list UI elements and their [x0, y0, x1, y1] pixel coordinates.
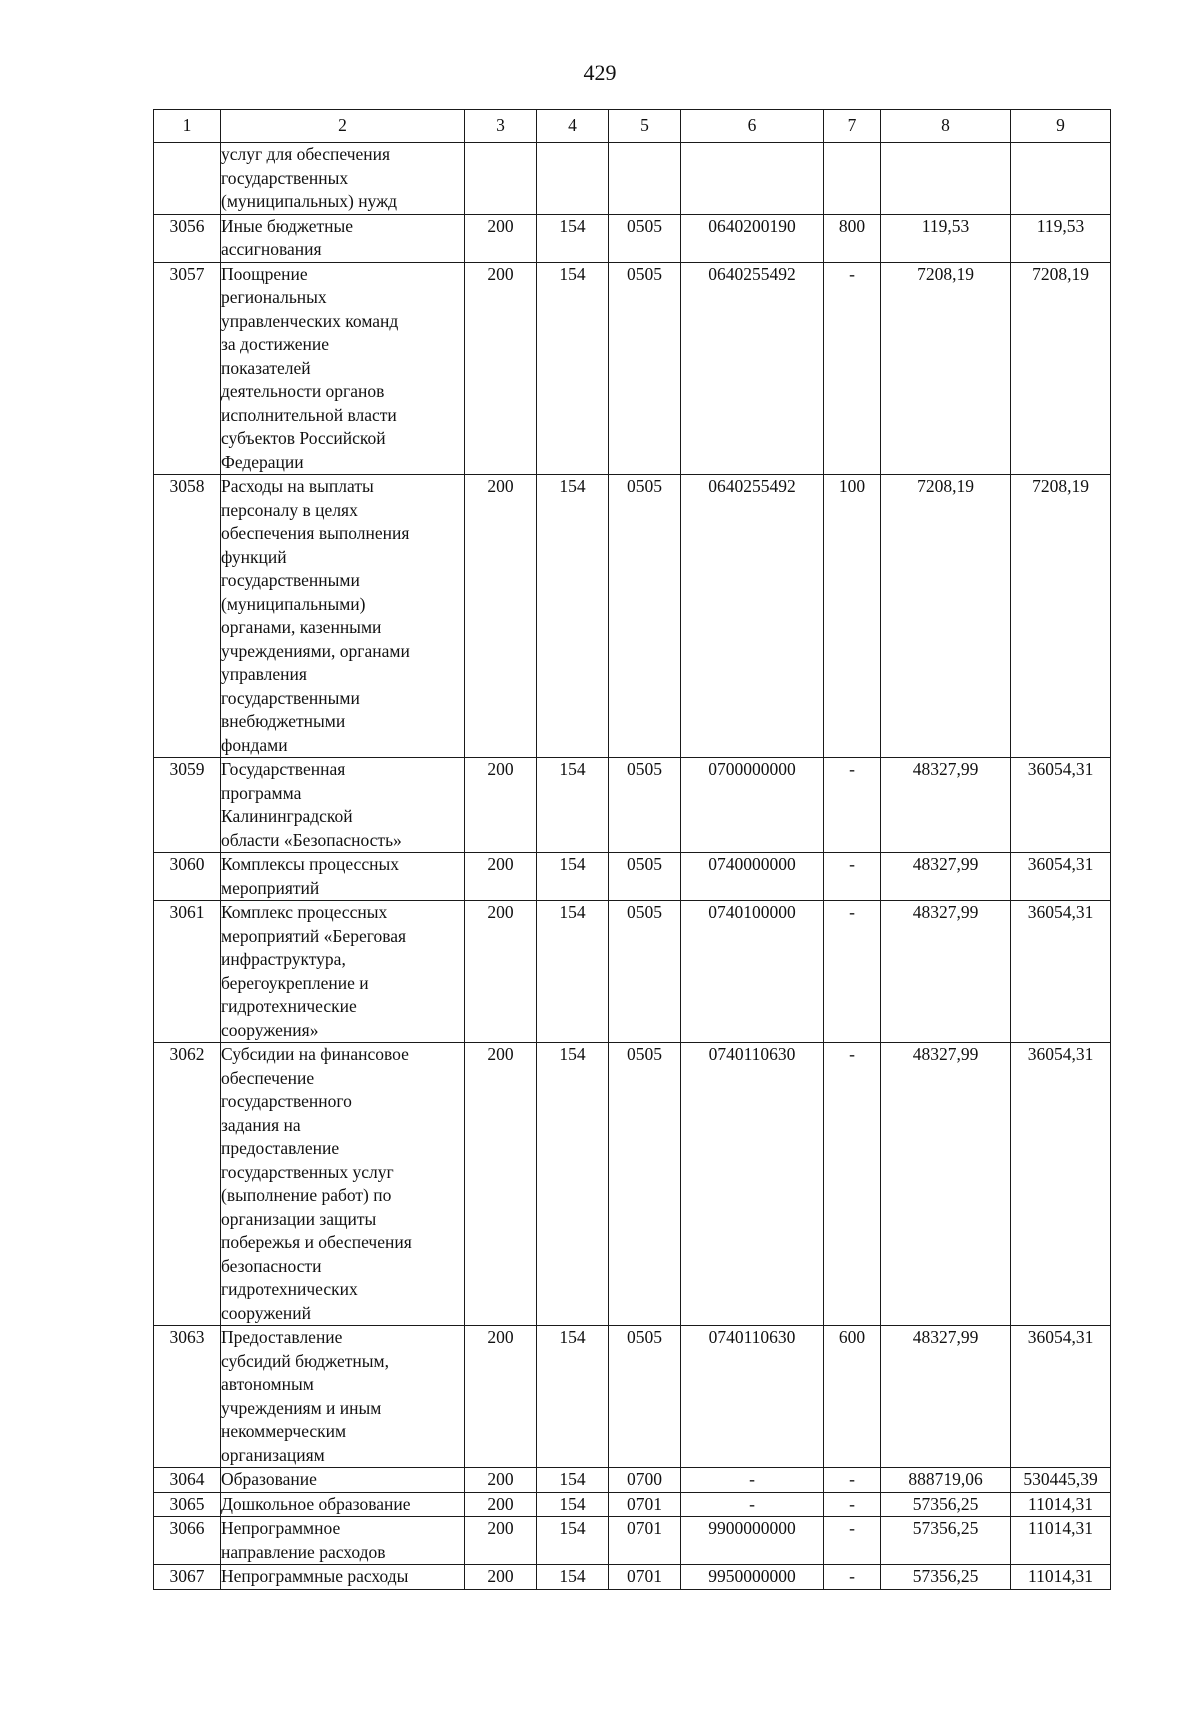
column-5-cell: 0505	[609, 758, 681, 853]
row-number-cell: 3061	[154, 901, 221, 1043]
row-name-cell	[221, 475, 465, 758]
row-name-line: (выполнение работ) по	[221, 1185, 392, 1205]
column-4-cell	[537, 143, 609, 215]
row-name-line: фондами	[221, 734, 288, 755]
row-name-line: (муниципальными)	[221, 593, 366, 614]
row-name-line: Дошкольное образование	[221, 1493, 411, 1514]
table-row	[154, 1326, 1111, 1468]
column-header: 1	[154, 110, 221, 143]
column-6-cell: -	[681, 1468, 824, 1493]
row-name-cell	[221, 1517, 465, 1565]
row-name-line: организации защиты	[221, 1208, 377, 1229]
column-6-cell: 0740110630	[681, 1326, 824, 1468]
row-name-cell	[221, 143, 465, 215]
column-5-cell	[609, 143, 681, 215]
row-name-line: автономным	[221, 1374, 314, 1394]
column-8-cell: 48327,99	[881, 853, 1011, 901]
row-name-line: предоставление	[221, 1138, 340, 1158]
column-6-cell: 0640255492	[681, 262, 824, 475]
row-name-line: задания на	[221, 1114, 301, 1135]
column-8-cell: 57356,25	[881, 1492, 1011, 1517]
column-5-cell: 0700	[609, 1468, 681, 1493]
table-row	[154, 1565, 1111, 1590]
column-5-cell: 0505	[609, 901, 681, 1043]
column-8-cell: 57356,25	[881, 1517, 1011, 1565]
row-name-line: Государственная	[221, 759, 346, 779]
row-name-line: Комплекс процессных	[221, 902, 388, 922]
row-name-line: некоммерческим	[221, 1421, 347, 1441]
column-5-cell: 0505	[609, 262, 681, 475]
row-name-line: программа	[221, 782, 302, 803]
column-7-cell: -	[824, 853, 881, 901]
column-9-cell: 36054,31	[1011, 1043, 1111, 1326]
row-number-cell: 3066	[154, 1517, 221, 1565]
column-8-cell: 7208,19	[881, 262, 1011, 475]
row-name-line: организациям	[221, 1444, 325, 1465]
row-name-line: государственными	[221, 687, 360, 708]
row-number-cell: 3064	[154, 1468, 221, 1493]
column-6-cell: 9950000000	[681, 1565, 824, 1590]
table-row	[154, 758, 1111, 853]
column-4-cell: 154	[537, 1326, 609, 1468]
column-6-cell: 0640255492	[681, 475, 824, 758]
row-name-line: гидротехнических	[221, 1279, 358, 1299]
row-name-line: гидротехнические	[221, 996, 357, 1016]
column-6-cell: 0740110630	[681, 1043, 824, 1326]
row-name-cell	[221, 214, 465, 262]
column-9-cell: 36054,31	[1011, 901, 1111, 1043]
column-3-cell: 200	[465, 758, 537, 853]
column-9-cell: 11014,31	[1011, 1517, 1111, 1565]
row-name-line: обеспечения выполнения	[221, 523, 410, 543]
row-name-line: мероприятий	[221, 877, 320, 898]
column-8-cell: 888719,06	[881, 1468, 1011, 1493]
row-name-line: региональных	[221, 287, 327, 307]
column-6-cell: 0640200190	[681, 214, 824, 262]
row-name-line: сооружения»	[221, 1019, 319, 1040]
column-header: 4	[537, 110, 609, 143]
column-8-cell: 48327,99	[881, 1326, 1011, 1468]
row-name-line: безопасности	[221, 1255, 322, 1276]
column-5-cell: 0701	[609, 1517, 681, 1565]
row-name-line: Предоставление	[221, 1327, 343, 1347]
column-9-cell: 119,53	[1011, 214, 1111, 262]
column-6-cell	[681, 143, 824, 215]
column-8-cell: 48327,99	[881, 901, 1011, 1043]
column-5-cell: 0505	[609, 214, 681, 262]
column-3-cell	[465, 143, 537, 215]
column-7-cell: -	[824, 758, 881, 853]
row-number-cell: 3060	[154, 853, 221, 901]
row-number-cell: 3056	[154, 214, 221, 262]
column-5-cell: 0505	[609, 1326, 681, 1468]
column-9-cell: 36054,31	[1011, 1326, 1111, 1468]
column-header: 9	[1011, 110, 1111, 143]
row-name-line: ассигнования	[221, 239, 322, 259]
row-name-line: Федерации	[221, 451, 304, 472]
budget-table	[153, 109, 1111, 1590]
table-row	[154, 475, 1111, 758]
table-row	[154, 1043, 1111, 1326]
column-8-cell: 57356,25	[881, 1565, 1011, 1590]
row-name-line: Иные бюджетные	[221, 215, 354, 236]
row-name-line: за достижение	[221, 334, 330, 354]
table-row	[154, 1517, 1111, 1565]
column-4-cell: 154	[537, 1043, 609, 1326]
column-8-cell: 7208,19	[881, 475, 1011, 758]
column-4-cell: 154	[537, 758, 609, 853]
row-name-cell	[221, 1565, 465, 1590]
row-name-line: инфраструктура,	[221, 949, 346, 969]
column-8-cell: 119,53	[881, 214, 1011, 262]
row-name-cell	[221, 1492, 465, 1517]
row-name-line: исполнительной власти	[221, 404, 397, 425]
column-4-cell: 154	[537, 475, 609, 758]
row-name-line: персоналу в целях	[221, 499, 358, 520]
row-name-cell	[221, 262, 465, 475]
column-7-cell: 800	[824, 214, 881, 262]
column-3-cell: 200	[465, 262, 537, 475]
row-name-cell	[221, 1326, 465, 1468]
column-header: 6	[681, 110, 824, 143]
row-name-line: внебюджетными	[221, 711, 346, 731]
column-9-cell: 36054,31	[1011, 758, 1111, 853]
row-name-line: государственных	[221, 167, 349, 188]
row-name-cell	[221, 853, 465, 901]
column-3-cell: 200	[465, 901, 537, 1043]
row-name-line: управленческих команд	[221, 310, 399, 331]
table-row	[154, 262, 1111, 475]
row-number-cell: 3058	[154, 475, 221, 758]
row-name-line: Непрограммное	[221, 1518, 341, 1538]
column-7-cell: -	[824, 1492, 881, 1517]
column-header: 8	[881, 110, 1011, 143]
column-5-cell: 0505	[609, 475, 681, 758]
row-name-line: побережья и обеспечения	[221, 1232, 412, 1252]
row-name-cell	[221, 1468, 465, 1493]
column-4-cell: 154	[537, 1517, 609, 1565]
column-3-cell: 200	[465, 853, 537, 901]
row-name-line: Поощрение	[221, 263, 308, 284]
column-3-cell: 200	[465, 1043, 537, 1326]
column-3-cell: 200	[465, 214, 537, 262]
column-6-cell: -	[681, 1492, 824, 1517]
row-name-line: учреждениями, органами	[221, 640, 410, 661]
column-3-cell: 200	[465, 475, 537, 758]
column-4-cell: 154	[537, 1565, 609, 1590]
column-7-cell: -	[824, 1565, 881, 1590]
row-name-line: субъектов Российской	[221, 428, 386, 448]
column-5-cell: 0701	[609, 1492, 681, 1517]
column-3-cell: 200	[465, 1565, 537, 1590]
column-7-cell	[824, 143, 881, 215]
column-header: 2	[221, 110, 465, 143]
row-number-cell: 3059	[154, 758, 221, 853]
table-row	[154, 853, 1111, 901]
column-7-cell: -	[824, 1043, 881, 1326]
row-name-line: государственными	[221, 570, 360, 590]
column-4-cell: 154	[537, 853, 609, 901]
column-7-cell: -	[824, 901, 881, 1043]
row-number-cell: 3063	[154, 1326, 221, 1468]
row-name-line: Образование	[221, 1469, 317, 1489]
row-number-cell: 3057	[154, 262, 221, 475]
column-7-cell: 600	[824, 1326, 881, 1468]
row-name-line: обеспечение	[221, 1067, 315, 1088]
table-row	[154, 1492, 1111, 1517]
column-4-cell: 154	[537, 262, 609, 475]
row-name-line: Комплексы процессных	[221, 854, 399, 874]
header-row	[154, 110, 1111, 143]
column-9-cell: 11014,31	[1011, 1565, 1111, 1590]
column-5-cell: 0701	[609, 1565, 681, 1590]
row-number-cell	[154, 143, 221, 215]
table-row	[154, 901, 1111, 1043]
row-name-line: Калининградской	[221, 806, 353, 826]
column-3-cell: 200	[465, 1468, 537, 1493]
column-4-cell: 154	[537, 214, 609, 262]
column-7-cell: -	[824, 1468, 881, 1493]
column-9-cell	[1011, 143, 1111, 215]
table-row	[154, 1468, 1111, 1493]
row-name-line: услуг для обеспечения	[221, 144, 391, 164]
row-name-line: направление расходов	[221, 1541, 386, 1562]
column-4-cell: 154	[537, 1492, 609, 1517]
column-3-cell: 200	[465, 1517, 537, 1565]
row-name-line: управления	[221, 664, 307, 684]
row-name-cell	[221, 758, 465, 853]
column-header: 7	[824, 110, 881, 143]
row-number-cell: 3065	[154, 1492, 221, 1517]
column-7-cell: -	[824, 262, 881, 475]
row-name-line: мероприятий «Береговая	[221, 925, 407, 946]
column-7-cell: -	[824, 1517, 881, 1565]
column-3-cell: 200	[465, 1492, 537, 1517]
row-name-line: функций	[221, 546, 287, 567]
row-name-line: учреждениям и иным	[221, 1397, 382, 1418]
row-name-line: государственных услуг	[221, 1161, 394, 1182]
table-row	[154, 143, 1111, 215]
row-name-line: сооружений	[221, 1302, 312, 1323]
page-number: 429	[583, 60, 617, 85]
column-8-cell	[881, 143, 1011, 215]
row-name-line: деятельности органов	[221, 381, 385, 401]
column-6-cell: 0740000000	[681, 853, 824, 901]
column-4-cell: 154	[537, 1468, 609, 1493]
column-6-cell: 0700000000	[681, 758, 824, 853]
column-header: 5	[609, 110, 681, 143]
row-name-line: берегоукрепление и	[221, 972, 369, 993]
column-6-cell: 9900000000	[681, 1517, 824, 1565]
column-4-cell: 154	[537, 901, 609, 1043]
row-name-line: Непрограммные расходы	[221, 1566, 409, 1586]
column-8-cell: 48327,99	[881, 1043, 1011, 1326]
column-5-cell: 0505	[609, 853, 681, 901]
row-name-line: показателей	[221, 357, 311, 378]
column-9-cell: 36054,31	[1011, 853, 1111, 901]
column-5-cell: 0505	[609, 1043, 681, 1326]
column-9-cell: 7208,19	[1011, 262, 1111, 475]
row-number-cell: 3067	[154, 1565, 221, 1590]
table-body	[154, 143, 1111, 1590]
row-name-line: Расходы на выплаты	[221, 476, 374, 496]
column-9-cell: 7208,19	[1011, 475, 1111, 758]
column-header: 3	[465, 110, 537, 143]
column-6-cell: 0740100000	[681, 901, 824, 1043]
row-name-cell	[221, 901, 465, 1043]
row-name-line: органами, казенными	[221, 617, 382, 637]
row-name-cell	[221, 1043, 465, 1326]
row-name-line: (муниципальных) нужд	[221, 191, 398, 211]
row-name-line: области «Безопасность»	[221, 829, 402, 850]
column-8-cell: 48327,99	[881, 758, 1011, 853]
column-7-cell: 100	[824, 475, 881, 758]
row-number-cell: 3062	[154, 1043, 221, 1326]
row-name-line: Субсидии на финансовое	[221, 1044, 409, 1064]
column-9-cell: 11014,31	[1011, 1492, 1111, 1517]
table-row	[154, 214, 1111, 262]
column-3-cell: 200	[465, 1326, 537, 1468]
row-name-line: субсидий бюджетным,	[221, 1350, 389, 1371]
row-name-line: государственного	[221, 1091, 352, 1111]
column-9-cell: 530445,39	[1011, 1468, 1111, 1493]
